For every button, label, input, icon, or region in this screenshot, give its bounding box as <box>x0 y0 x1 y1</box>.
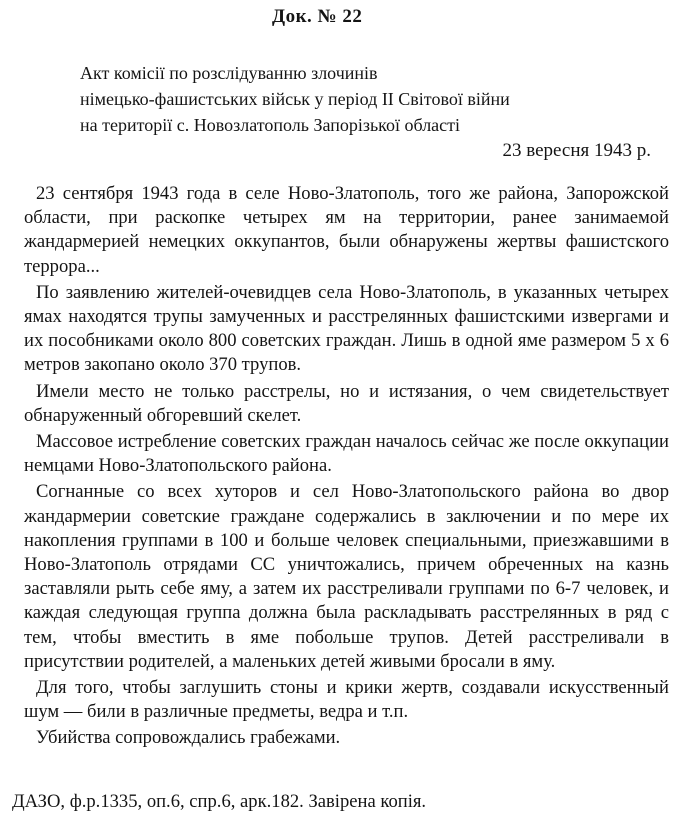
paragraph: Массовое истребление советских граждан началось сейчас же после оккупации немцами Ново-Златопольского района. <box>24 431 669 477</box>
paragraph: Имели место не только расстрелы, но и истязания, о чем свидетельствует обнаруженный обгоревший скелет. <box>24 380 669 426</box>
paragraph: Убийства сопровождались грабежами. <box>36 727 341 749</box>
document-date: 23 вересня 1943 р. <box>502 140 651 161</box>
paragraph: 23 сентября 1943 года в селе Ново-Златополь, того же района, Запорожской области, при раскопке четырех ям на территории, ранее занимаемой жандармерией немецких оккупантов, были обнаружены жертвы фашистского террора... <box>24 183 669 277</box>
document-title <box>80 60 640 138</box>
paragraph: Для того, чтобы заглушить стоны и крики жертв, создавали искусственный шум — били в различные предметы, ведра и т.п. <box>24 677 669 723</box>
document-number: Док. № 22 <box>272 6 363 27</box>
title-line: на території с. Новозлатополь Запорізької області <box>80 115 461 135</box>
title-line: німецько-фашистських військ у період II Світової війни <box>80 89 510 109</box>
paragraph: По заявлению жителей-очевидцев села Ново-Златополь, в указанных четырех ямах находятся трупы замученных и расстрелянных фашистскими извергами и их пособниками около 800 советских граждан. Лишь в одной яме размером 5 х 6 метров закопано около 370 трупов. <box>24 281 669 376</box>
archive-reference: ДАЗО, ф.р.1335, оп.6, спр.6, арк.182. Завірена копія. <box>12 791 427 812</box>
paragraph: Согнанные со всех хуторов и сел Ново-Златопольского района во двор жандармерии советские граждане содержались в заключении и по мере их накопления группами в 100 и больше человек специальными, приезжавшими в Ново-Златополь отрядами СС уничтожались, причем обреченных на казнь заставляли рыть себе яму, а затем их расстреливали группами по 6-7 человек, и каждая следующая группа должна была раскладывать расстрелянных в ряд с тем, чтобы вместить в яме побольше трупов. Детей расстреливали в присутствии родителей, а маленьких детей живыми бросали в яму. <box>24 481 669 672</box>
document-body <box>24 182 669 751</box>
title-line: Акт комісії по розслідуванню злочинів <box>80 63 378 83</box>
